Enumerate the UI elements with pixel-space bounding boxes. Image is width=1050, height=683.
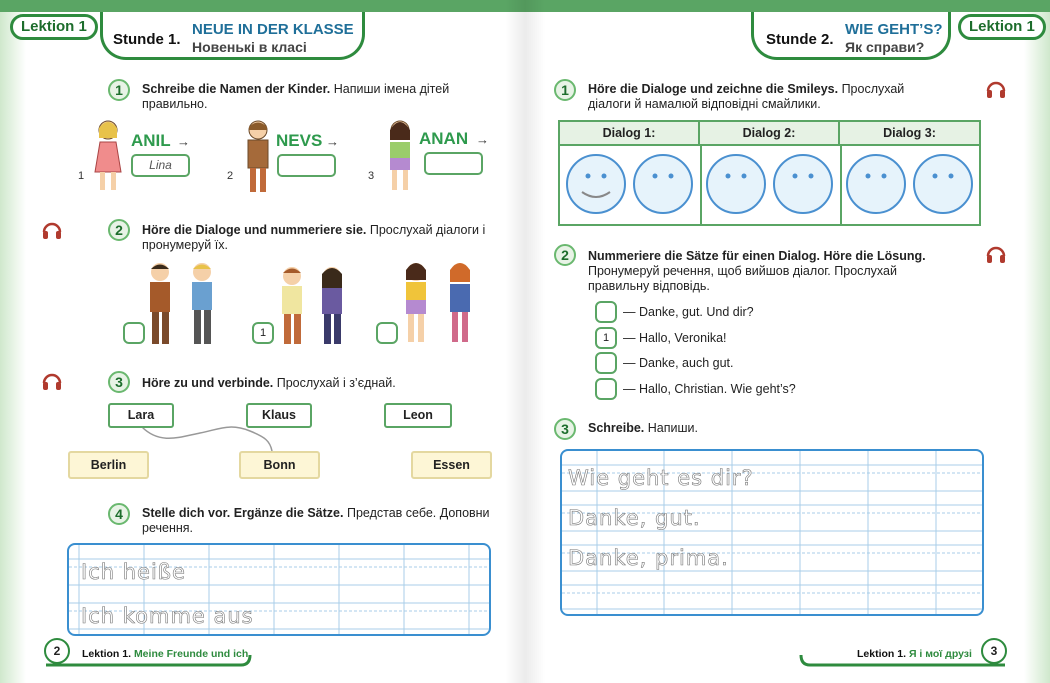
sentence-text: — Hallo, Christian. Wie geht’s? <box>623 382 796 396</box>
anagram: ANIL <box>131 131 171 150</box>
page-number: 2 <box>44 638 70 664</box>
dialog-header: Dialog 1: <box>560 122 700 146</box>
dialog-header: Dialog 2: <box>700 122 840 146</box>
trace-text: Ich komme aus <box>81 604 254 628</box>
task-number: 1 <box>554 79 576 101</box>
footer-text <box>857 648 972 660</box>
lektion-tab: Lektion 1 <box>958 14 1046 40</box>
arrow-right-icon: → <box>326 134 339 149</box>
headphones-icon[interactable] <box>985 78 1007 100</box>
task-instruction <box>142 82 492 112</box>
sentence-number-box[interactable] <box>595 301 617 323</box>
task-instruction-uk: Представ себе. Доповни речення. <box>142 506 490 535</box>
name-answer-field[interactable] <box>424 152 483 175</box>
city-word-box[interactable]: Berlin <box>68 451 149 479</box>
footer-title: Я і мої друзі <box>908 648 972 660</box>
kid-number: 2 <box>227 170 234 182</box>
smiley-blank-icon[interactable] <box>846 154 906 214</box>
task-instruction-de: Schreibe. <box>588 421 645 435</box>
lesson-title-uk: Як справи? <box>845 39 925 55</box>
table-divider <box>700 146 702 224</box>
dialog-scene-illustration <box>398 258 482 350</box>
right-page <box>525 0 1050 683</box>
footer-label: Lektion 1. <box>857 648 907 660</box>
city-word-box[interactable]: Essen <box>411 451 492 479</box>
dialog-table <box>558 120 981 226</box>
dialog-number-box[interactable] <box>123 322 145 344</box>
task-instruction <box>142 376 492 391</box>
arrow-right-icon: → <box>476 132 489 147</box>
table-divider <box>840 146 842 224</box>
top-band <box>525 0 1050 12</box>
kid-number: 3 <box>368 170 375 182</box>
headphones-icon[interactable] <box>41 219 63 241</box>
footer-title: Meine Freunde und ich <box>133 648 249 660</box>
name-answer-field[interactable]: Lina <box>131 154 190 177</box>
task-instruction-uk: Прослухай і з’єднай. <box>276 376 396 390</box>
dialog-scene-illustration <box>140 258 225 350</box>
girl-illustration <box>380 118 420 198</box>
trace-text: Danke, prima. <box>568 546 729 570</box>
task-instruction <box>588 82 943 112</box>
task-number: 4 <box>108 503 130 525</box>
trace-text: Wie geht es dir? <box>568 466 754 490</box>
lesson-title-de: NEUE IN DER KLASSE <box>192 21 354 38</box>
right-side-band <box>1024 0 1050 683</box>
writing-area[interactable] <box>67 543 491 636</box>
writing-area[interactable] <box>560 449 984 616</box>
sentence-number-box[interactable] <box>595 378 617 400</box>
anagram: ANAN <box>419 129 469 148</box>
task-instruction-de: Höre die Dialoge und zeichne die Smileys. <box>588 82 839 96</box>
task-instruction-uk: Пронумеруй речення, щоб вийшов діалог. Прослухай правильну відповідь. <box>588 264 897 293</box>
task-instruction-uk: Напиши імена дітей правильно. <box>142 82 450 111</box>
footer-text <box>82 648 248 660</box>
trace-text: Ich heiße <box>81 560 186 584</box>
dialog-scene-illustration <box>274 262 354 350</box>
task-number: 1 <box>108 79 130 101</box>
arrow-right-icon: → <box>177 134 190 149</box>
boy-illustration <box>238 118 278 198</box>
sentence-number-box[interactable] <box>595 352 617 374</box>
girl-illustration <box>88 118 128 198</box>
lektion-tab: Lektion 1 <box>10 14 98 40</box>
task-instruction-uk: Напиши. <box>647 421 698 435</box>
task-instruction-uk: Прослухай діалоги й намалюй відповідні смайлики. <box>588 82 905 111</box>
sentence-text: — Hallo, Veronika! <box>623 331 727 345</box>
lesson-title-de: WIE GEHT’S? <box>845 21 943 38</box>
anagram: NEVS <box>276 131 323 150</box>
kid-number: 1 <box>78 170 85 182</box>
name-word-box[interactable]: Klaus <box>246 403 312 428</box>
task-instruction <box>142 506 497 536</box>
footer-label: Lektion 1. <box>82 648 132 660</box>
stunde-label: Stunde 1. <box>113 31 181 48</box>
task-instruction-uk: Прослухай діалоги і пронумеруй їх. <box>142 223 486 252</box>
sentence-number-box[interactable]: 1 <box>595 327 617 349</box>
name-word-box[interactable]: Leon <box>384 403 452 428</box>
task-instruction-de: Höre zu und verbinde. <box>142 376 274 390</box>
lesson-title-uk: Новенькі в класі <box>192 39 307 55</box>
task-number: 2 <box>554 244 576 266</box>
sentence-text: — Danke, auch gut. <box>623 356 734 370</box>
dialog-header: Dialog 3: <box>840 122 979 146</box>
task-instruction-de: Nummeriere die Sätze für einen Dialog. Höre die Lösung. <box>588 249 926 263</box>
task-instruction <box>142 223 492 253</box>
page-number: 3 <box>981 638 1007 664</box>
trace-text: Danke, gut. <box>568 506 701 530</box>
headphones-icon[interactable] <box>985 243 1007 265</box>
left-side-band <box>0 0 26 683</box>
stunde-label: Stunde 2. <box>766 31 834 48</box>
headphones-icon[interactable] <box>41 370 63 392</box>
dialog-number-box[interactable]: 1 <box>252 322 274 344</box>
smiley-blank-icon[interactable] <box>633 154 693 214</box>
city-word-box[interactable]: Bonn <box>239 451 320 479</box>
task-instruction-de: Schreibe die Namen der Kinder. <box>142 82 331 96</box>
top-band <box>0 0 525 12</box>
sentence-text: — Danke, gut. Und dir? <box>623 305 754 319</box>
task-instruction-de: Höre die Dialoge und nummeriere sie. <box>142 223 367 237</box>
task-number: 3 <box>108 371 130 393</box>
smiley-happy-icon[interactable] <box>566 154 626 214</box>
task-instruction <box>588 421 943 436</box>
task-number: 2 <box>108 219 130 241</box>
task-instruction-de: Stelle dich vor. Ergänze die Sätze. <box>142 506 344 520</box>
task-instruction <box>588 249 943 294</box>
task-number: 3 <box>554 418 576 440</box>
smiley-blank-icon[interactable] <box>913 154 973 214</box>
dialog-number-box[interactable] <box>376 322 398 344</box>
name-word-box[interactable]: Lara <box>108 403 174 428</box>
smiley-blank-icon[interactable] <box>773 154 833 214</box>
smiley-blank-icon[interactable] <box>706 154 766 214</box>
name-answer-field[interactable] <box>277 154 336 177</box>
book-gutter <box>505 0 545 683</box>
